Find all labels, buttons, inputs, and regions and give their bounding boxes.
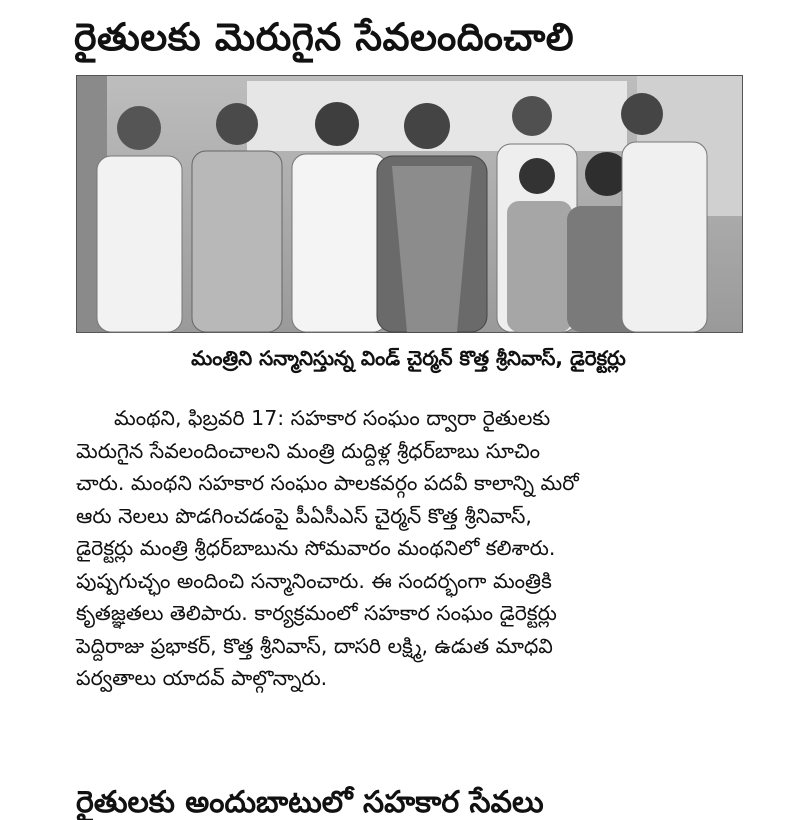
next-article-headline-text: రైతులకు అందుబాటులో సహకార సేవలు: [76, 785, 544, 820]
article-body-line: ఆరు నెలలు పొడగించడంపై పీఏసీఎస్ చైర్మన్ కొత్త శ్రీనివాస్,: [76, 503, 532, 528]
article-body: [76, 402, 746, 695]
article-body-line: డైరెక్టర్లు మంత్రి శ్రీధర్‌బాబును సోమవారం మంథనిలో కలిశారు.: [76, 536, 556, 560]
news-photo-illustration: [77, 76, 742, 332]
next-article-headline-cropped: [76, 785, 636, 820]
article-body-line: మెరుగైన సేవలందించాలని మంత్రి దుద్దిళ్ల శ్రీధర్‌బాబు సూచిం: [76, 438, 541, 463]
article-body-line: పుష్పగుచ్ఛం అందించి సన్మానించారు. ఈ సందర్భంగా మంత్రికి: [76, 568, 552, 593]
article-body-line: కృతజ్ఞతలు తెలిపారు. కార్యక్రమంలో సహకార సంఘం డైరెక్టర్లు: [76, 601, 557, 625]
news-photo: [76, 75, 743, 333]
article-headline: రైతులకు మెరుగైన సేవలందించాలి: [74, 15, 575, 59]
article-body-line: పర్వతాలు యాదవ్ పాల్గొన్నారు.: [76, 666, 328, 690]
article-body-line: పెద్దిరాజు ప్రభాకర్, కొత్త శ్రీనివాస్, దాసరి లక్ష్మి, ఉడుత మాధవి: [76, 633, 553, 658]
article-body-line: మంథని, ఫిబ్రవరి 17: సహకార సంఘం ద్వారా రైతులకు: [114, 406, 551, 430]
photo-caption: మంత్రిని సన్మానిస్తున్న విండ్ చైర్మన్ కొత్త శ్రీనివాస్, డైరెక్టర్లు: [191, 346, 626, 370]
article-body-line: చారు. మంథని సహకార సంఘం పాలకవర్గం పదవీ కాలాన్ని మరో: [76, 471, 579, 495]
